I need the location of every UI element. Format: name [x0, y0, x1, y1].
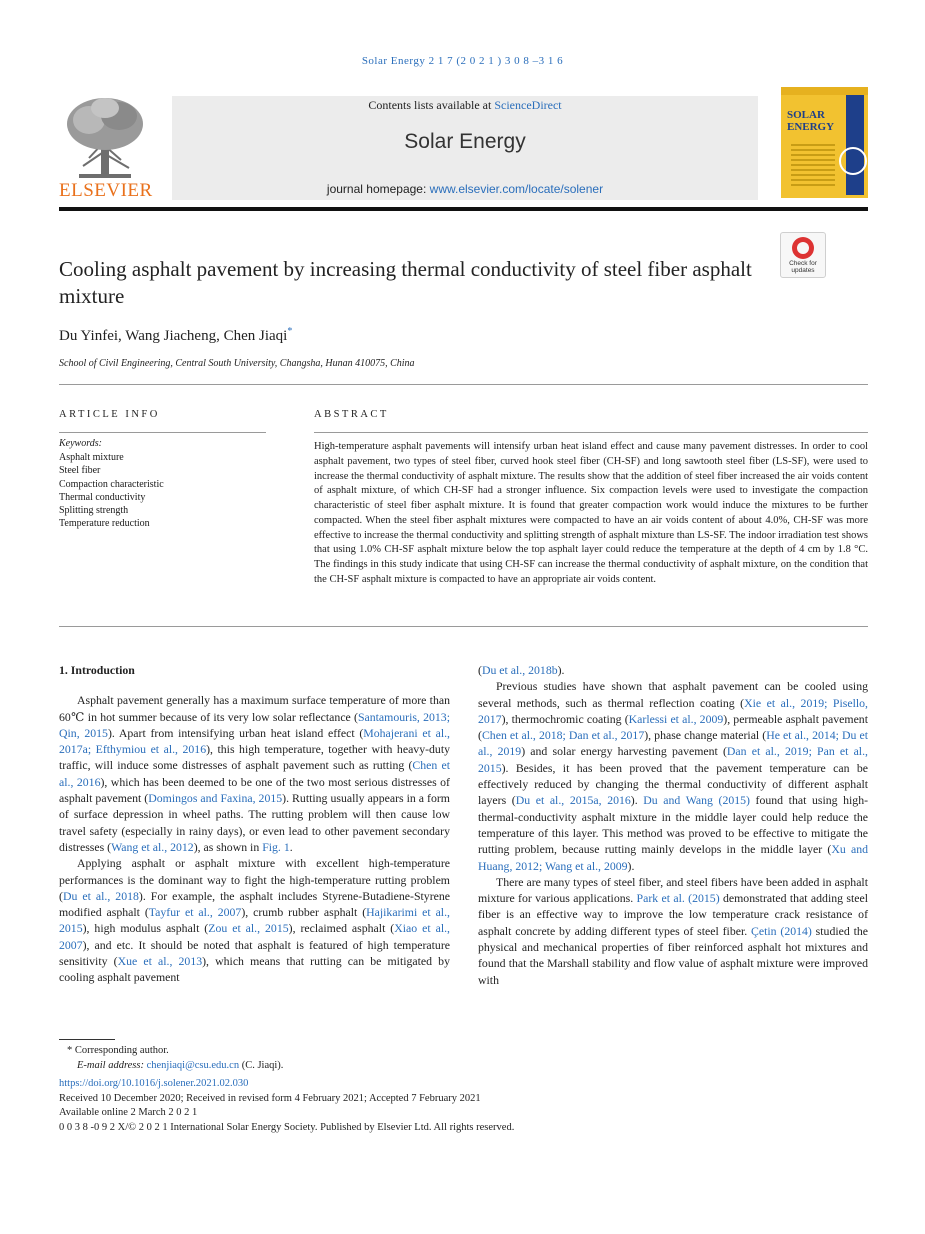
paragraph-text: ).: [630, 793, 644, 808]
paragraph-text: ), thermochromic coating (: [501, 711, 629, 726]
doi-link[interactable]: https://doi.org/10.1016/j.solener.2021.02.030: [59, 1078, 249, 1090]
homepage-link[interactable]: www.elsevier.com/locate/solener: [429, 182, 604, 196]
citation-link[interactable]: Zou et al., 2015: [208, 921, 289, 936]
citation-link[interactable]: Du et al., 2018b: [481, 663, 558, 677]
citation-link[interactable]: Tayfur et al., 2007: [148, 905, 242, 920]
paragraph-text: ), which means that rutting can be mitigated by cooling asphalt pavement: [59, 954, 450, 985]
globe-icon: [839, 147, 867, 175]
citation-link[interactable]: Du et al., 2015a, 2016: [515, 793, 631, 808]
email-line: [59, 1059, 514, 1074]
citation-link[interactable]: Mohajerani et al., 2017a; Efthymiou et al., 2016: [59, 725, 450, 757]
citation-link[interactable]: Xie et al., 2019; Pisello, 2017: [478, 695, 868, 726]
journal-header: [172, 96, 758, 200]
journal-cover[interactable]: [781, 87, 868, 198]
author-list: [59, 326, 292, 345]
paragraph-text: ), phase change material (: [644, 728, 767, 743]
footnotes: [59, 1044, 514, 1136]
keyword-item: Compaction characteristic: [59, 478, 164, 490]
paragraph-text: (: [478, 663, 482, 677]
citation-link[interactable]: Dan et al., 2019; Pan et al., 2015: [478, 744, 868, 775]
homepage-line: [172, 182, 758, 196]
citation-link[interactable]: Park et al. (2015): [636, 891, 720, 906]
elsevier-logo[interactable]: [59, 96, 151, 200]
sciencedirect-link[interactable]: ScienceDirect: [494, 98, 562, 112]
journal-title: Solar Energy: [404, 130, 526, 153]
citation-link[interactable]: Du et al., 2018: [62, 888, 139, 903]
intro-heading: 1. Introduction: [59, 663, 135, 677]
contents-line: [172, 98, 758, 113]
paragraph-text: Previous studies have shown that asphalt pavement can be cooled using several methods, such as thermal reflection coating (: [478, 679, 868, 710]
abstract-bottom-rule: [59, 626, 868, 627]
intro-paragraph-3: [478, 678, 868, 874]
elsevier-tree-icon: [59, 96, 151, 180]
copyright: 0 0 3 8 -0 9 2 X/© 2 0 2 1 International Solar Energy Society. Published by Elsevier Ltd. All rights reserved.: [59, 1121, 515, 1133]
paragraph-text: ), permeable asphalt pavement (: [478, 711, 868, 743]
corresponding-note: * Corresponding author.: [67, 1045, 169, 1056]
left-column: [59, 662, 450, 986]
abstract-heading: ABSTRACT: [314, 409, 389, 420]
homepage-prefix: journal homepage:: [326, 182, 430, 196]
paragraph-text: ). For example, the asphalt includes Styrene-Butadiene-Styrene modified asphalt (: [59, 888, 450, 920]
citation-link[interactable]: He et al., 2014; Du et al., 2019: [478, 728, 868, 759]
citation-link[interactable]: Çetin (2014): [751, 923, 812, 938]
paragraph-text: studied the physical and mechanical properties of fiber reinforced asphalt hot mixtures and found that the Marshall stability and flow value of asphalt mixture were improved with: [478, 923, 868, 987]
citation-link[interactable]: Wang et al., 2012: [111, 839, 194, 854]
paragraph-text: ).: [557, 663, 565, 677]
contents-prefix: Contents lists available at: [368, 98, 495, 112]
keyword-list: [59, 451, 164, 531]
intro-paragraph-1: [59, 692, 450, 855]
publisher-logo-text: ELSEVIER: [59, 180, 153, 201]
check-for-updates-label: Check for updates: [789, 260, 817, 274]
citation-link[interactable]: Fig. 1: [262, 839, 290, 854]
check-for-updates-badge[interactable]: [780, 232, 826, 278]
intro-paragraph-continued: [478, 662, 868, 678]
keywords-label: Keywords:: [59, 438, 102, 449]
paragraph-text: ), as shown in: [193, 839, 263, 854]
keyword-item: Steel fiber: [59, 465, 101, 477]
citation-link[interactable]: Karlessi et al., 2009: [628, 711, 724, 726]
citation-link[interactable]: Domingos and Faxina, 2015: [148, 791, 283, 806]
corresponding-author-mark[interactable]: *: [287, 326, 293, 337]
article-title: Cooling asphalt pavement by increasing thermal conductivity of steel fiber asphalt mixture: [59, 257, 752, 308]
received-dates: Received 10 December 2020; Received in revised form 4 February 2021; Accepted 7 February 2021: [59, 1092, 481, 1104]
email-suffix: (C. Jiaqi).: [239, 1059, 284, 1071]
paragraph-text: ), reclaimed asphalt (: [288, 921, 395, 936]
citation-link[interactable]: Du and Wang (2015): [643, 793, 750, 808]
authors: Du Yinfei, Wang Jiacheng, Chen Jiaqi: [59, 328, 288, 344]
keyword-item: Temperature reduction: [59, 518, 150, 530]
paragraph-text: ). Apart from intensifying urban heat island effect (: [107, 725, 364, 740]
paragraph-text: ). Besides, it has been proved that the pavement temperature can be effectively reduced by changing the thermal conductivity of different asphalt layers (: [478, 760, 868, 808]
paragraph-text: ).: [627, 858, 635, 873]
keyword-item: Thermal conductivity: [59, 491, 146, 503]
available-online: Available online 2 March 2 0 2 1: [59, 1107, 198, 1119]
citation-link[interactable]: Chen et al., 2016: [59, 758, 450, 789]
paragraph-text: ). Rutting usually appears in a form of surface depression in wheel paths. The rutting problem will then cause low travel safety (especially in rainy days), or even lead to other pavement secondary distresses (: [59, 791, 450, 854]
citation-link[interactable]: Santamouris, 2013; Qin, 2015: [59, 709, 450, 740]
citation-link[interactable]: Xue et al., 2013: [117, 954, 203, 969]
article-info-heading: ARTICLE INFO: [59, 409, 160, 420]
citation-link[interactable]: Xu and Huang, 2012; Wang et al., 2009: [478, 842, 868, 873]
paragraph-text: Applying asphalt or asphalt mixture with excellent high-temperature performances is the dominant way to fight the high-temperature rutting problem (: [59, 856, 450, 903]
right-column: [478, 662, 868, 988]
affiliation: School of Civil Engineering, Central South University, Changsha, Hunan 410075, China: [59, 358, 415, 369]
paragraph-text: There are many types of steel fiber, and steel fibers have been added in asphalt mixture for various applications.: [478, 874, 868, 906]
keyword-item: Splitting strength: [59, 505, 129, 517]
email-label: E-mail address:: [77, 1059, 147, 1071]
cover-side-band: [846, 95, 864, 195]
paragraph-text: ), and etc. It should be noted that asphalt is featured of high temperature sensitivity (: [59, 937, 450, 969]
abstract-text: High-temperature asphalt pavements will intensify urban heat island effect and cause many pavement distresses. In order to cool asphalt pavement, two types of steel fiber, curved hook steel fiber (CH-SF) and long sawtooth steel fiber (LS-SF), were used to increase the thermal conductivity of asphalt mixture. The results show that the addition of steel fiber increased the air voids content of asphalt mixture, of which CH-SF had a stronger influence. Six compaction levels were used to investigate the compaction characteristic of steel fiber asphalt mixture. It is found that greater compaction work would induce the mixtures to be further compacted. When the steel fiber asphalt mixtures were compacted to have an air voids content of about 4.0%, CH-SF was more effective to increase the thermal conductivity and splitting strength of asphalt mixture than LS-SF. The indoor irradiation test shows that using 1.0% CH-SF asphalt mixture below the top asphalt layer could reduce the temperature at the depth of 4 cm by 1.8 °C. The findings in this study indicate that using CH-SF can increase the thermal conductivity of asphalt mixture, on the condition that the CH-SF asphalt mixture is compacted to have an appropriate air voids content.: [314, 441, 868, 585]
abstract-divider: [314, 432, 868, 433]
citation-link[interactable]: Hajikarimi et al., 2015: [59, 905, 450, 936]
paragraph-text: ), crumb rubber asphalt (: [241, 905, 367, 920]
intro-paragraph-2: [59, 855, 450, 985]
footnote-rule: [59, 1039, 115, 1040]
crossmark-icon-center: [797, 242, 809, 254]
paragraph-text: found that using high-thermal-conductivity asphalt mixture in the middle layer could help reduce the temperature of this layer. This method was proved to be effective to mitigate the rutting problem, because rutting mainly develops in the middle layer (: [478, 793, 869, 857]
citation-link[interactable]: Chen et al., 2018; Dan et al., 2017: [481, 728, 645, 743]
paragraph-text: .: [289, 839, 293, 854]
paragraph-text: Asphalt pavement generally has a maximum surface temperature of more than 60℃ in hot summer because of its very low solar reflectance (: [59, 693, 450, 724]
paragraph-text: ), this high temperature, together with heavy-duty traffic, will induce some distresses of asphalt pavement such as rutting (: [59, 742, 450, 773]
paragraph-text: ), high modulus asphalt (: [82, 921, 209, 936]
article-info-divider: [59, 432, 266, 433]
paragraph-text: ), which has been deemed to be one of the two most serious distresses of asphalt pavement (: [59, 774, 450, 806]
keyword-item: Asphalt mixture: [59, 452, 124, 463]
header-rule: [59, 207, 868, 211]
intro-paragraph-4: [478, 874, 868, 988]
paragraph-text: ) and solar energy harvesting pavement (: [521, 744, 727, 759]
cover-title: SOLAR ENERGY: [787, 109, 835, 133]
email-link[interactable]: chenjiaqi@csu.edu.cn: [146, 1059, 240, 1071]
citation-link[interactable]: Xiao et al., 2007: [59, 921, 450, 952]
cover-text-lines: [791, 141, 835, 189]
journal-citation[interactable]: Solar Energy 2 1 7 (2 0 2 1 ) 3 0 8 –3 1 6: [361, 55, 564, 67]
paragraph-text: demonstrated that adding steel fiber is an effective way to improve the low temperature crack resistance of asphalt concrete by adding different types of steel fiber.: [478, 891, 869, 938]
title-divider: [59, 384, 868, 385]
